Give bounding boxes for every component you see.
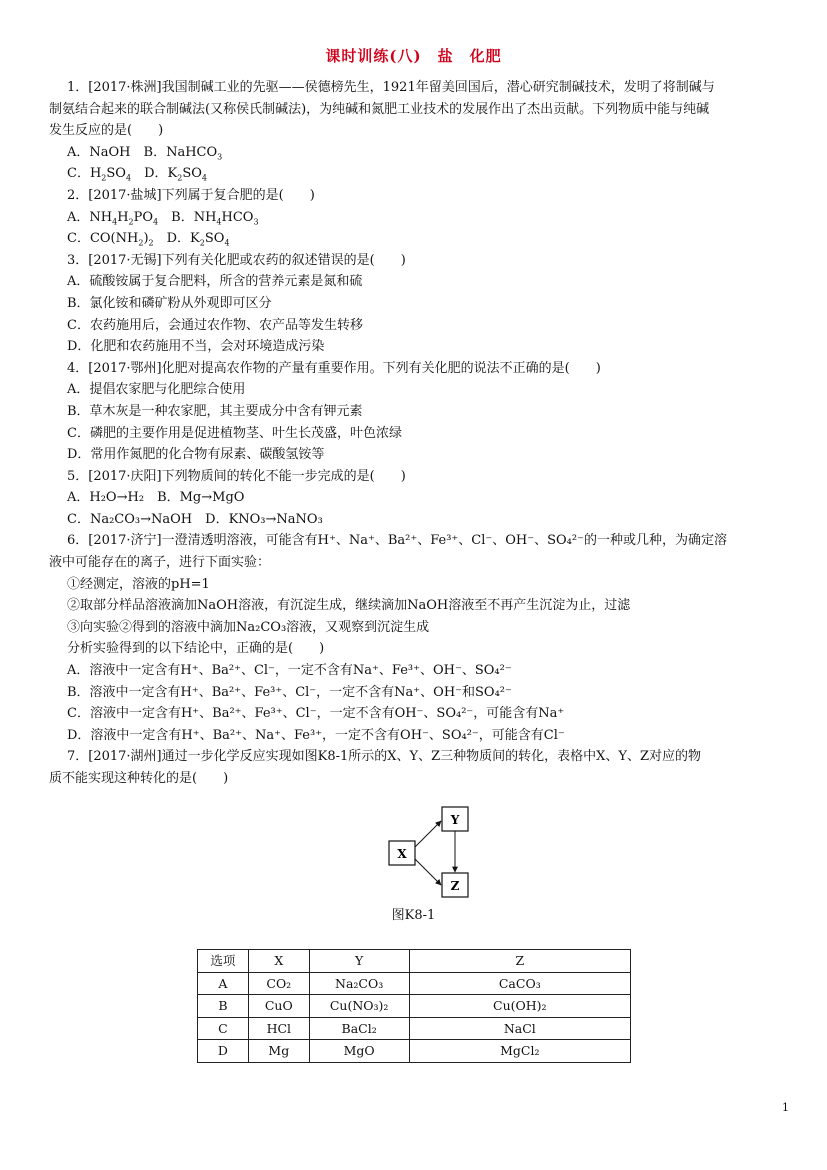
q4-option-a: A．提倡农家肥与化肥综合使用 [67,382,246,398]
q5-option-d: D．KNO₃→NaNO₃ [205,511,323,527]
page-number: 1 [782,1101,789,1114]
q4-option-d: D．常用作氮肥的化合物有尿素、碳酸氢铵等 [67,447,325,463]
q1-option-c: C．$H_2SO_4$ [67,166,132,183]
table-cell: C [198,1017,249,1040]
q2-option-a: A．$NH_4H_2PO_4$ [67,209,159,227]
q2-options-ab [67,207,762,229]
table-cell: B [198,995,249,1018]
q3-stem: 3．[2017·无锡]下列有关化肥或农药的叙述错误的是( ) [67,252,406,268]
table-cell: D [198,1040,249,1063]
q2-option-d: D．$K_2SO_4$ [166,231,230,248]
xyz-transformation-diagram [385,803,475,898]
page-title: 课时训练(八) 盐 化肥 [325,47,502,65]
q1-options-ab [67,142,762,164]
q3-option-a: A．硫酸铵属于复合肥料，所含的营养元素是氮和硫 [67,274,363,290]
table-header-row [198,950,631,973]
q7-line-1: 7．[2017·湖州]通过一步化学反应实现如图K8-1所示的X、Y、Z三种物质间的转化，表格中X、Y、Z对应的物 [67,749,702,765]
table-row [198,995,631,1018]
q1-option-a: A．NaOH [67,144,131,160]
q6-ask: 分析实验得到的以下结论中，正确的是( ) [67,641,325,657]
table-header-cell: 选项 [198,950,249,973]
q6-option-b: B．溶液中一定含有H⁺、Ba²⁺、Fe³⁺、Cl⁻，一定不含有Na⁺、OH⁻和SO₄²⁻ [67,684,512,700]
table-cell: MgCl₂ [409,1040,630,1063]
table-cell: CuO [248,995,309,1018]
options-table [197,949,631,1063]
q5-option-b: B．Mg→MgO [157,490,245,506]
table-cell: Na₂CO₃ [309,972,409,995]
q4-option-c: C．磷肥的主要作用是促进植物茎、叶生长茂盛，叶色浓绿 [67,425,402,441]
table-row [198,1040,631,1063]
q1-line-1: 1．[2017·株洲]我国制碱工业的先驱——侯德榜先生，1921年留美回国后，潜心研究制碱技术，发明了将制碱与 [67,80,715,95]
table-cell: NaCl [409,1017,630,1040]
table-header-cell: Z [409,950,630,973]
q5-option-a: A．H₂O→H₂ [67,490,145,506]
q2-option-c: C．$CO(NH_2)_2$ [67,231,154,248]
arrow-x-to-z [415,859,441,885]
q6-step-2: ②取部分样品溶液滴加NaOH溶液，有沉淀生成，继续滴加NaOH溶液至不再产生沉淀为止，过滤 [67,598,631,614]
node-z-label: Z [450,879,460,893]
question-list [49,77,762,790]
q3-option-c: C．农药施用后，会通过农作物、农产品等发生转移 [67,317,363,333]
q1-line-2: 制氨结合起来的联合制碱法(又称侯氏制碱法)，为纯碱和氮肥工业技术的发展作出了杰出贡献。下列物质中能与纯碱 [49,101,710,117]
node-x-label: X [397,847,407,861]
q3-option-b: B．氯化铵和磷矿粉从外观即可区分 [67,295,272,311]
table-cell: BaCl₂ [309,1017,409,1040]
q2-option-b: B．$NH_4HCO_3$ [171,209,259,227]
q6-line-1: 6．[2017·济宁]一澄清透明溶液，可能含有H⁺、Na⁺、Ba²⁺、Fe³⁺、Cl⁻、OH⁻、SO₄²⁻的一种或几种，为确定溶 [67,533,727,549]
q6-line-2: 液中可能存在的离子，进行下面实验： [49,555,271,571]
q6-step-3: ③向实验②得到的溶液中滴加Na₂CO₃溶液，又观察到沉淀生成 [67,619,430,635]
table-row [198,1017,631,1040]
q5-option-c: C．Na₂CO₃→NaOH [67,511,193,527]
q5-options-ab [67,487,762,509]
q2-stem: 2．[2017·盐城]下列属于复合肥的是( ) [67,187,315,203]
table-cell: CO₂ [248,972,309,995]
q7-line-2: 质不能实现这种转化的是( ) [49,771,229,786]
q4-option-b: B．草木灰是一种农家肥，其主要成分中含有钾元素 [67,403,363,419]
table-header-cell: X [248,950,309,973]
q3-option-d: D．化肥和农药施用不当，会对环境造成污染 [67,339,325,355]
table-row [198,972,631,995]
q4-stem: 4．[2017·鄂州]化肥对提高农作物的产量有重要作用。下列有关化肥的说法不正确的是( ) [67,360,601,376]
table-cell: Cu(OH)₂ [409,995,630,1018]
q1-option-d: D．$K_2SO_4$ [144,166,207,183]
figure-caption: 图K8-1 [391,908,436,923]
q5-stem: 5．[2017·庆阳]下列物质间的转化不能一步完成的是( ) [67,468,406,484]
q5-options-cd [67,509,762,531]
q6-option-a: A．溶液中一定含有H⁺、Ba²⁺、Cl⁻，一定不含有Na⁺、Fe³⁺、OH⁻、SO₄²⁻ [67,663,512,679]
q6-option-d: D．溶液中一定含有H⁺、Ba²⁺、Na⁺、Fe³⁺，一定不含有OH⁻、SO₄²⁻，可能含有Cl⁻ [67,727,565,743]
table-cell: CaCO₃ [409,972,630,995]
q2-options-cd [67,228,762,250]
q1-option-b: B．NaHCO$_3$ [143,144,223,162]
q6-option-c: C．溶液中一定含有H⁺、Ba²⁺、Fe³⁺、Cl⁻，一定不含有OH⁻、SO₄²⁻，可能含有Na⁺ [67,706,565,722]
table-cell: A [198,972,249,995]
q1-line-3: 发生反应的是( ) [49,123,164,139]
arrow-x-to-y [415,821,441,847]
q1-options-cd [67,163,762,185]
q6-step-1: ①经测定，溶液的pH=1 [67,576,210,592]
table-cell: MgO [309,1040,409,1063]
table-cell: HCl [248,1017,309,1040]
table-cell: Mg [248,1040,309,1063]
node-y-label: Y [450,813,460,827]
table-cell: Cu(NO₃)₂ [309,995,409,1018]
table-header-cell: Y [309,950,409,973]
